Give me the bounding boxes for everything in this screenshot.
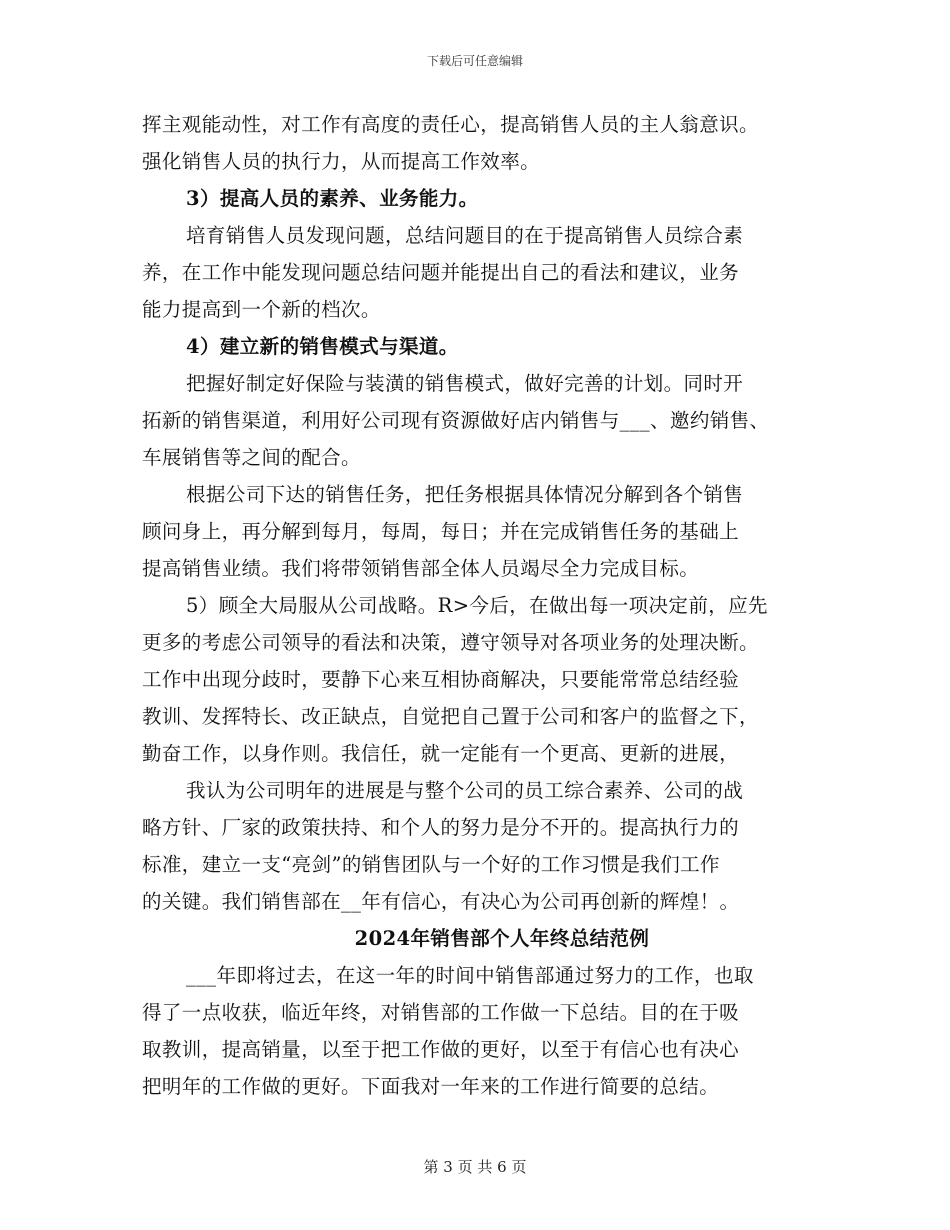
body-line: 取教训，提高销量，以至于把工作做的更好，以至于有信心也有决心: [142, 1038, 740, 1061]
section-heading: 3）提高人员的素养、业务能力。: [186, 187, 479, 210]
body-line: 车展销售等之间的配合。: [142, 446, 361, 469]
document-body: [142, 106, 832, 1105]
body-line: 挥主观能动性，对工作有高度的责任心，提高销售人员的主人翁意识。: [142, 113, 759, 136]
document-title: 2024年销售部个人年终总结范例: [354, 927, 650, 950]
body-line: 的关键。我们销售部在__年有信心，有决心为公司再创新的辉煌！。: [142, 890, 740, 913]
page-header-note: 下载后可任意编辑: [426, 54, 523, 68]
body-line: 5）顾全大局服从公司战略。R>今后，在做出每一项决定前，应先: [186, 594, 768, 617]
body-line: 提高销售业绩。我们将带领销售部全体人员竭尽全力完成目标。: [142, 557, 700, 580]
body-line: 把握好制定好保险与装潢的销售模式，做好完善的计划。同时开: [186, 372, 744, 395]
body-line: 得了一点收获，临近年终，对销售部的工作做一下总结。目的在于吸: [142, 1001, 740, 1024]
body-line: 更多的考虑公司领导的看法和决策，遵守领导对各项业务的处理决断。: [142, 631, 759, 654]
body-line: 拓新的销售渠道，利用好公司现有资源做好店内销售与___、邀约销售、: [142, 409, 770, 432]
body-line: 强化销售人员的执行力，从而提高工作效率。: [142, 150, 541, 173]
body-line: ___年即将过去，在这一年的时间中销售部通过努力的工作，也取: [186, 964, 754, 987]
body-line: 能力提高到一个新的档次。: [142, 298, 381, 321]
body-line: 略方针、厂家的政策扶持、和个人的努力是分不开的。提高执行力的: [142, 816, 740, 839]
body-line: 我认为公司明年的进展是与整个公司的员工综合素养、公司的战: [186, 779, 744, 802]
section-heading: 4）建立新的销售模式与渠道。: [186, 335, 459, 358]
body-line: 把明年的工作做的更好。下面我对一年来的工作进行简要的总结。: [142, 1075, 720, 1098]
body-line: 工作中出现分歧时，要静下心来互相协商解决，只要能常常总结经验: [142, 668, 740, 691]
page-number: 第 3 页 共 6 页: [423, 1158, 527, 1176]
body-line: 教训、发挥特长、改正缺点，自觉把自己置于公司和客户的监督之下，: [142, 705, 759, 728]
body-line: 根据公司下达的销售任务，把任务根据具体情况分解到各个销售: [186, 483, 744, 506]
body-line: 培育销售人员发现问题，总结问题目的在于提高销售人员综合素: [186, 224, 744, 247]
body-line: 勤奋工作，以身作则。我信任，就一定能有一个更高、更新的进展，: [142, 742, 740, 765]
body-line: 标准，建立一支“亮剑”的销售团队与一个好的工作习惯是我们工作: [142, 853, 720, 876]
body-line: 养，在工作中能发现问题总结问题并能提出自己的看法和建议，业务: [142, 261, 740, 284]
body-line: 顾问身上，再分解到每月，每周，每日；并在完成销售任务的基础上: [142, 520, 740, 543]
